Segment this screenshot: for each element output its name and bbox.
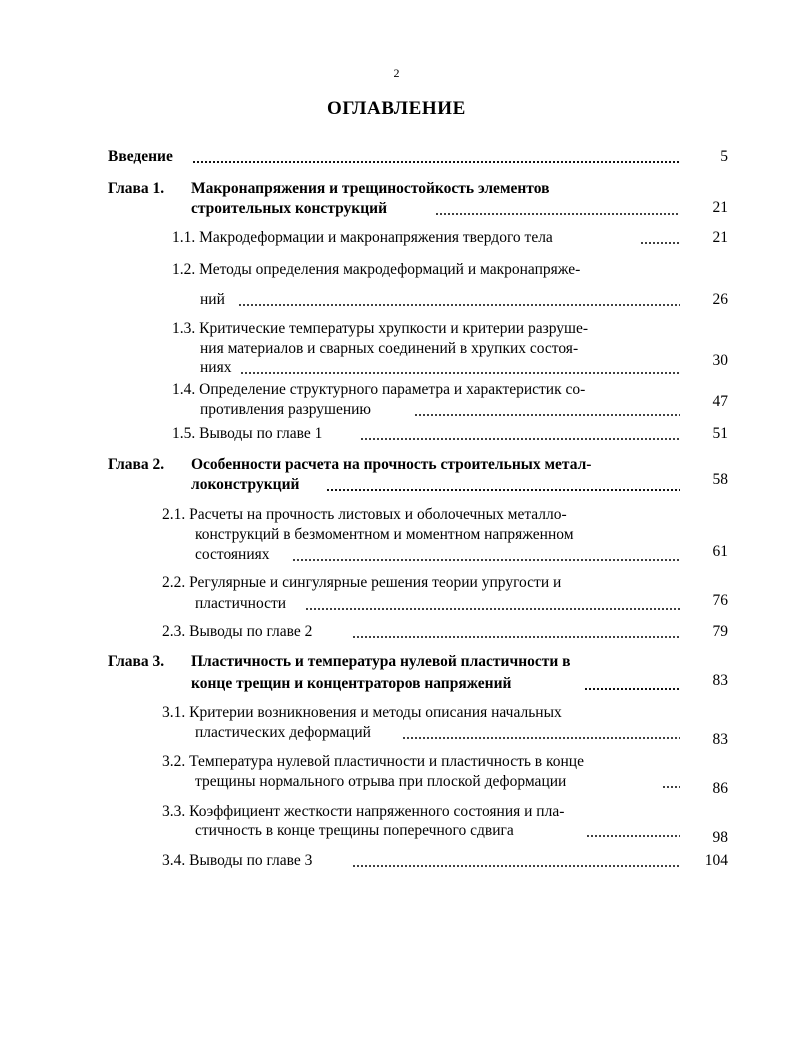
section-title-cont: пластических деформаций: [195, 724, 371, 741]
chapter-number: Глава 3.: [108, 653, 165, 670]
section-title: 2.1. Расчеты на прочность листовых и оболочечных металло-: [162, 506, 567, 523]
entry-page: 83: [712, 672, 728, 689]
entry-page: 83: [712, 731, 728, 748]
entry-page: 21: [712, 229, 728, 246]
chapter-title-cont: локонструкций: [191, 476, 300, 493]
entry-page: 51: [712, 425, 728, 442]
section-title-cont: состояниях: [195, 546, 270, 563]
chapter-title-cont: конце трещин и концентраторов напряжений: [191, 675, 512, 692]
entry-page: 5: [720, 148, 728, 165]
dot-leader: [402, 723, 680, 743]
dot-leader: [326, 475, 680, 495]
section-title: 1.4. Определение структурного параметра и характеристик со-: [172, 381, 586, 398]
entry-label: Введение: [108, 148, 173, 165]
dot-leader: [360, 424, 680, 444]
dot-leader: [640, 228, 680, 248]
section-title-cont: ниях: [200, 359, 232, 376]
section-title: 3.2. Температура нулевой пластичности и пластичность в конце: [162, 753, 584, 770]
page-number: 2: [393, 66, 400, 80]
section-title: 1.2. Методы определения макродеформаций и макронапряже-: [172, 261, 581, 278]
dot-leader: [192, 147, 680, 167]
section-title: 1.5. Выводы по главе 1: [172, 425, 323, 442]
dot-leader: [292, 545, 680, 565]
dot-leader: [414, 400, 680, 420]
chapter-number: Глава 1.: [108, 180, 165, 197]
entry-page: 30: [712, 352, 728, 369]
dot-leader: [238, 290, 680, 310]
chapter-title: Пластичность и температура нулевой пластичности в: [191, 653, 571, 670]
entry-page: 21: [712, 199, 728, 216]
dot-leader: [586, 821, 680, 841]
entry-page: 26: [712, 291, 728, 308]
section-title-cont: противления разрушению: [200, 401, 372, 418]
toc-title: ОГЛАВЛЕНИЕ: [327, 98, 466, 119]
entry-page: 79: [712, 623, 728, 640]
dot-leader: [435, 199, 680, 219]
section-title: 3.1. Критерии возникновения и методы описания начальных: [162, 704, 562, 721]
entry-page: 86: [712, 780, 728, 797]
section-title: 2.2. Регулярные и сингулярные решения теории упругости и: [162, 574, 562, 591]
section-title-cont: ний: [200, 291, 225, 308]
dot-leader: [352, 851, 680, 871]
dot-leader: [584, 674, 680, 694]
section-title-cont: ния материалов и сварных соединений в хрупких состоя-: [200, 340, 579, 357]
section-title-cont: конструкций в безмоментном и моментном напряженном: [195, 526, 574, 543]
entry-page: 76: [712, 592, 728, 609]
dot-leader: [240, 358, 680, 378]
chapter-title: Макронапряжения и трещиностойкость элементов: [191, 180, 550, 197]
section-title-cont: трещины нормального отрыва при плоской деформации: [195, 773, 567, 790]
dot-leader: [305, 594, 680, 614]
entry-page: 47: [712, 393, 728, 410]
section-title: 3.4. Выводы по главе 3: [162, 852, 313, 869]
chapter-title-cont: строительных конструкций: [191, 200, 388, 217]
section-title-cont: стичность в конце трещины поперечного сдвига: [195, 822, 514, 839]
section-title-cont: пластичности: [195, 595, 287, 612]
dot-leader: [352, 622, 680, 642]
entry-page: 104: [704, 852, 728, 869]
section-title: 1.3. Критические температуры хрупкости и критерии разруше-: [172, 320, 589, 337]
chapter-title: Особенности расчета на прочность строительных метал-: [191, 456, 592, 473]
entry-page: 58: [712, 471, 728, 488]
section-title: 3.3. Коэффициент жесткости напряженного состояния и пла-: [162, 803, 565, 820]
chapter-number: Глава 2.: [108, 456, 165, 473]
dot-leader: [662, 772, 680, 792]
section-title: 2.3. Выводы по главе 2: [162, 623, 313, 640]
entry-page: 61: [712, 543, 728, 560]
entry-page: 98: [712, 829, 728, 846]
section-title: 1.1. Макродеформации и макронапряжения твердого тела: [172, 229, 553, 246]
